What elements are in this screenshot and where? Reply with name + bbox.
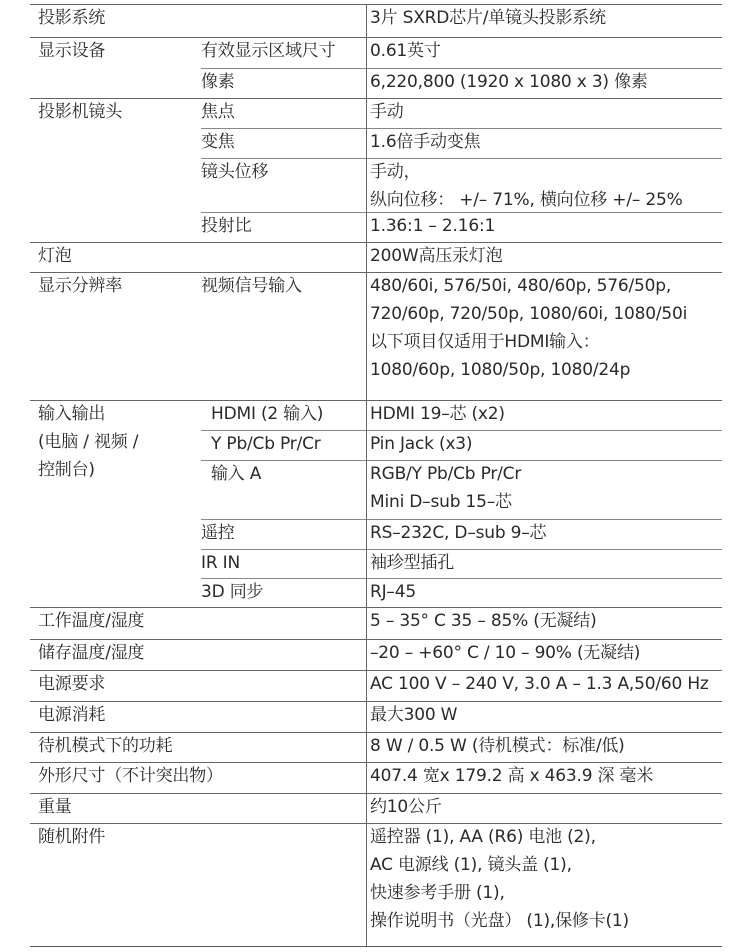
spec-value-line: 407.4 宽x 179.2 高 x 463.9 深 毫米 xyxy=(370,766,654,786)
spec-value xyxy=(370,823,629,935)
spec-value-line: 快速参考手册 (1), xyxy=(370,883,505,903)
spec-category-line: (电脑 / 视频 / xyxy=(38,432,139,452)
spec-category-line: 电源要求 xyxy=(38,674,106,694)
spec-value xyxy=(370,212,495,240)
spec-category xyxy=(38,762,223,790)
spec-value xyxy=(370,128,480,156)
spec-value-line: 约10公斤 xyxy=(370,797,442,817)
spec-category-line: 重量 xyxy=(38,797,72,817)
spec-category xyxy=(38,98,122,126)
spec-value-line: 6,220,800 (1920 x 1080 x 3) 像素 xyxy=(370,72,648,92)
table-row xyxy=(30,762,722,793)
table-row xyxy=(30,639,722,670)
spec-value-line: 1080/60p, 1080/50p, 1080/24p xyxy=(370,360,631,380)
table-row xyxy=(30,128,722,158)
spec-category-line: 控制台) xyxy=(38,460,95,480)
spec-value-line: 0.61英寸 xyxy=(370,41,441,61)
spec-value-line: 手动 xyxy=(370,102,404,122)
table-bottom-border xyxy=(30,946,722,947)
spec-value xyxy=(370,549,454,577)
spec-category-line: 随机附件 xyxy=(38,827,106,847)
table-row xyxy=(30,242,722,272)
spec-category-line: 显示设备 xyxy=(38,41,106,61)
spec-value-line: RS–232C, D–sub 9–芯 xyxy=(370,523,547,543)
spec-category xyxy=(38,242,72,270)
spec-subcategory: 3D 同步 xyxy=(201,582,264,602)
spec-value-line: AC 100 V – 240 V, 3.0 A – 1.3 A,50/60 Hz xyxy=(370,674,709,694)
spec-value xyxy=(370,272,687,384)
spec-value-line: 最大300 W xyxy=(370,705,458,725)
spec-subcategory: 投射比 xyxy=(201,216,252,236)
spec-value-line: RJ–45 xyxy=(370,582,416,602)
spec-value xyxy=(370,701,457,729)
spec-value-line: Pin Jack (x3) xyxy=(370,434,473,454)
spec-subcategory: 有效显示区域尺寸 xyxy=(201,41,336,61)
spec-value xyxy=(370,639,640,667)
spec-value-line: 8 W / 0.5 W (待机模式：标准/低) xyxy=(370,736,625,756)
spec-category-line: 工作温度/湿度 xyxy=(38,611,145,631)
spec-category-line: 电源消耗 xyxy=(38,705,106,725)
spec-subcategory: HDMI (2 输入) xyxy=(211,404,324,424)
row-border xyxy=(201,549,722,550)
spec-value xyxy=(370,578,416,606)
table-row xyxy=(30,670,722,701)
spec-value xyxy=(370,793,442,821)
spec-category-line: 储存温度/湿度 xyxy=(38,643,145,663)
spec-value xyxy=(370,98,404,126)
table-row xyxy=(30,701,722,732)
spec-value-line: 袖珍型插孔 xyxy=(370,553,454,573)
table-row xyxy=(30,823,722,946)
spec-category xyxy=(38,37,105,65)
spec-value xyxy=(370,37,441,65)
spec-category-line: 显示分辨率 xyxy=(38,276,122,296)
spec-value-line: –20 – +60° C / 10 – 90% (无凝结) xyxy=(370,643,641,663)
table-row xyxy=(30,158,722,212)
table-row xyxy=(30,212,722,242)
spec-value-line: 以下项目仅适用于HDMI输入： xyxy=(370,332,600,352)
spec-subcategory: 镜头位移 xyxy=(201,162,269,182)
table-row xyxy=(30,578,722,607)
table-row xyxy=(30,732,722,762)
spec-value-line: Mini D–sub 15–芯 xyxy=(370,492,512,512)
spec-subcategory: 遥控 xyxy=(201,523,235,543)
spec-value xyxy=(370,400,505,428)
spec-value-line: HDMI 19–芯 (x2) xyxy=(370,404,505,424)
spec-value-line: 纵向位移： +/– 71%, 横向位移 +/– 25% xyxy=(370,190,683,210)
spec-category-line: 输入输出 xyxy=(38,404,106,424)
table-row xyxy=(30,98,722,128)
table-row xyxy=(30,430,722,460)
table-row xyxy=(30,793,722,823)
spec-subcategory: 焦点 xyxy=(201,102,235,122)
spec-value-line: 操作说明书（光盘） (1),保修卡(1) xyxy=(370,911,629,931)
spec-category xyxy=(38,670,105,698)
table-row xyxy=(30,68,722,98)
spec-value xyxy=(370,519,546,547)
spec-category xyxy=(38,701,105,729)
spec-value xyxy=(370,430,472,458)
spec-subcategory: 像素 xyxy=(201,72,235,92)
spec-subcategory: 变焦 xyxy=(201,132,235,152)
spec-value xyxy=(370,158,683,214)
table-row xyxy=(30,4,722,37)
spec-category xyxy=(38,732,172,760)
spec-value-line: 200W高压汞灯泡 xyxy=(370,246,503,266)
spec-value-line: 3片 SXRD芯片/单镜头投影系统 xyxy=(370,8,606,28)
spec-value xyxy=(370,68,648,96)
spec-subcategory: 视频信号输入 xyxy=(201,276,302,296)
spec-value-line: RGB/Y Pb/Cb Pr/Cr xyxy=(370,464,522,484)
spec-value-line: 手动， xyxy=(370,162,421,182)
spec-subcategory: 输入 A xyxy=(211,464,262,484)
spec-category xyxy=(38,607,144,635)
spec-category xyxy=(38,272,122,300)
spec-category xyxy=(38,4,105,32)
spec-value-line: 1.36:1 – 2.16:1 xyxy=(370,216,496,236)
spec-category-line: 投影系统 xyxy=(38,8,106,28)
row-border xyxy=(201,578,722,579)
table-row xyxy=(30,272,722,400)
spec-category xyxy=(38,793,72,821)
spec-value xyxy=(370,762,653,790)
spec-category-line: 外形尺寸（不计突出物） xyxy=(38,766,223,786)
spec-value-line: 1.6倍手动变焦 xyxy=(370,132,481,152)
table-row xyxy=(30,549,722,578)
spec-value xyxy=(370,460,521,516)
table-row xyxy=(30,460,722,519)
spec-value xyxy=(370,242,502,270)
spec-subcategory: Y Pb/Cb Pr/Cr xyxy=(211,434,321,454)
spec-value-line: AC 电源线 (1), 镜头盖 (1), xyxy=(370,855,572,875)
spec-value-line: 5 – 35° C 35 – 85% (无凝结) xyxy=(370,611,597,631)
spec-category xyxy=(38,823,105,851)
spec-value-line: 720/60p, 720/50p, 1080/60i, 1080/50i xyxy=(370,304,688,324)
spec-category-line: 灯泡 xyxy=(38,246,72,266)
spec-category xyxy=(38,639,144,667)
spec-subcategory: IR IN xyxy=(201,553,240,573)
spec-value xyxy=(370,732,625,760)
table-row xyxy=(30,519,722,549)
spec-category-line: 投影机镜头 xyxy=(38,102,122,122)
spec-category-line: 待机模式下的功耗 xyxy=(38,736,173,756)
spec-value xyxy=(370,4,606,32)
spec-value-line: 遥控器 (1), AA (R6) 电池 (2), xyxy=(370,827,596,847)
table-row xyxy=(30,607,722,639)
spec-value xyxy=(370,607,597,635)
column-divider xyxy=(366,4,367,946)
table-row xyxy=(30,37,722,68)
spec-value-line: 480/60i, 576/50i, 480/60p, 576/50p, xyxy=(370,276,672,296)
spec-value xyxy=(370,670,709,698)
